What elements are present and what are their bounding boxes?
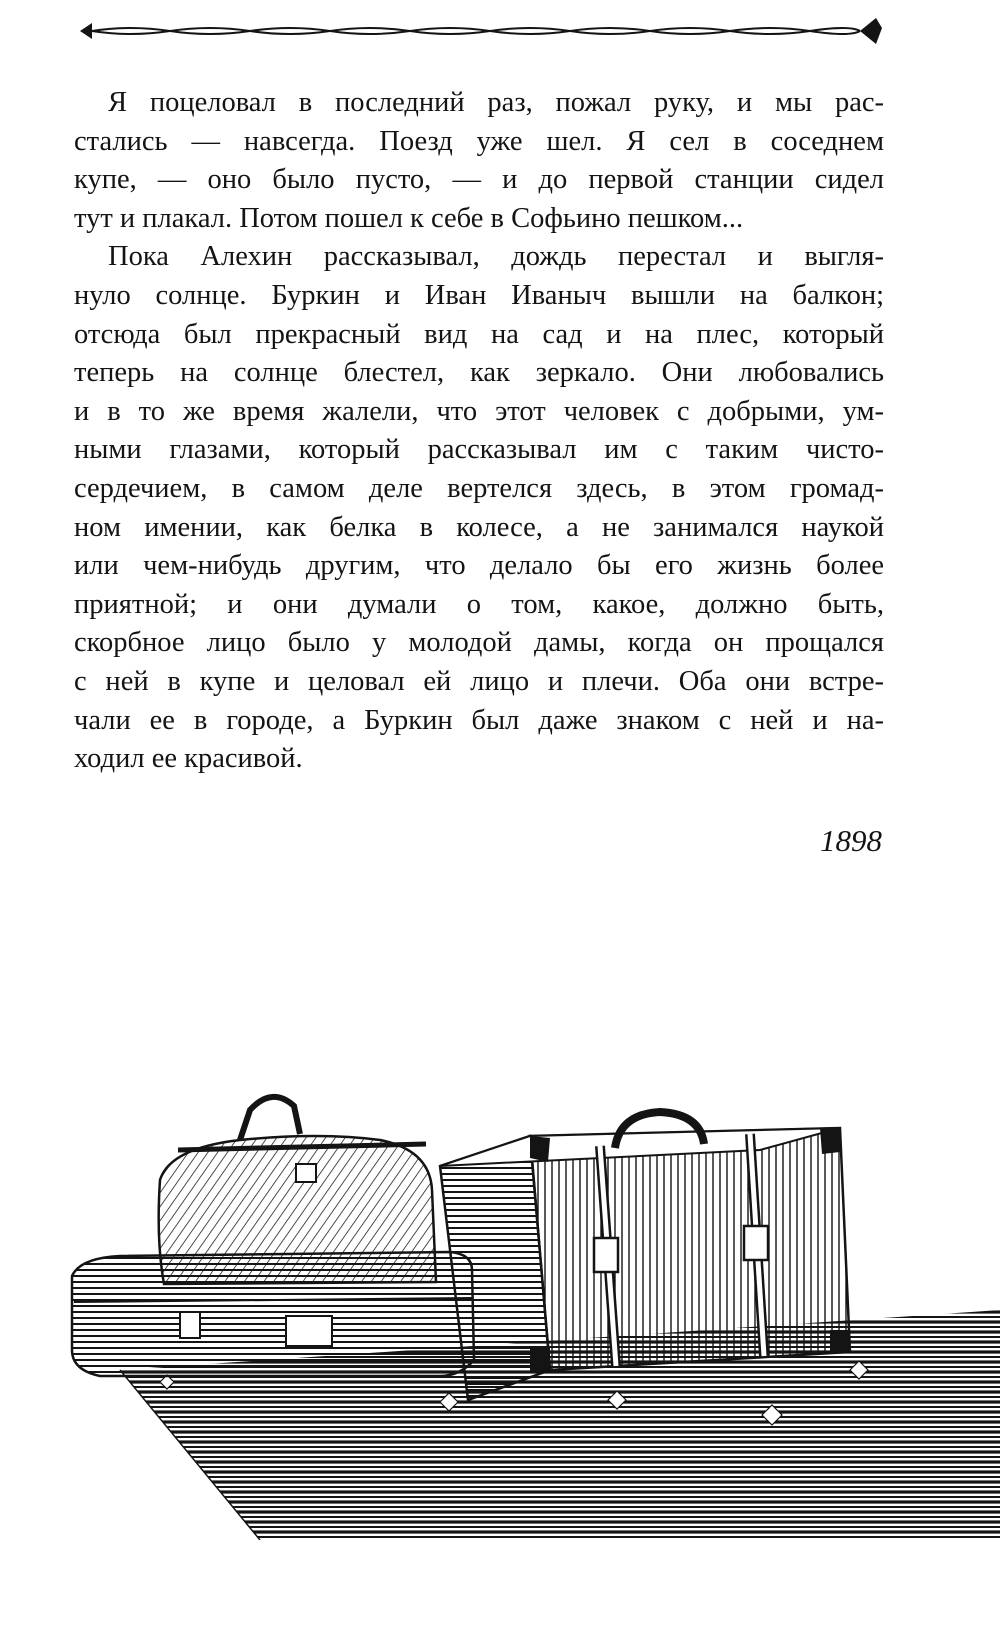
text-line: и в то же время жалели, что этот человек с добрыми, ум- bbox=[74, 395, 884, 427]
year-dateline: 1898 bbox=[820, 823, 882, 858]
text-line: или чем-нибудь другим, что делало бы его жизнь более bbox=[74, 550, 884, 582]
text-line: ходил ее красивой. bbox=[74, 743, 303, 775]
doctor-bag bbox=[159, 1097, 436, 1284]
text-line: приятной; и они думали о том, какое, должно быть, bbox=[74, 588, 884, 620]
text-line: стались — навсегда. Поезд уже шел. Я сел в соседнем bbox=[74, 125, 884, 157]
text-line: теперь на солнце блестел, как зеркало. Они любовались bbox=[74, 357, 884, 389]
text-line: ными глазами, который рассказывал им с таким чисто- bbox=[74, 434, 884, 466]
text-line: купе, — оно было пусто, — и до первой станции сидел bbox=[74, 164, 884, 196]
suitcase bbox=[440, 1112, 850, 1400]
text-line: сердечием, в самом деле вертелся здесь, в этом громад- bbox=[74, 472, 884, 504]
text-line: Я поцеловал в последний раз, пожал руку, и мы рас- bbox=[108, 87, 884, 118]
text-line: чали ее в городе, а Буркин был даже знаком с ней и на- bbox=[74, 704, 884, 736]
text-line: отсюда был прекрасный вид на сад и на плес, который bbox=[74, 318, 884, 350]
text-line: с ней в купе и целовал ей лицо и плечи. Оба они встре- bbox=[74, 665, 884, 697]
text-line: тут и плакал. Потом пошел к себе в Софьино пешком... bbox=[74, 202, 744, 234]
luggage-illustration bbox=[60, 1070, 1000, 1540]
paragraph bbox=[74, 84, 884, 238]
text-line: ном имении, как белка в колесе, а не занимался наукой bbox=[74, 511, 884, 543]
decorative-rule bbox=[70, 14, 890, 48]
text-line: Пока Алехин рассказывал, дождь перестал и выгля- bbox=[108, 241, 884, 273]
text-line: нуло солнце. Буркин и Иван Иваныч вышли на балкон; bbox=[74, 279, 884, 311]
story-text bbox=[74, 84, 884, 779]
paragraph bbox=[74, 238, 884, 778]
text-line: скорбное лицо было у молодой дамы, когда он прощался bbox=[74, 627, 884, 659]
